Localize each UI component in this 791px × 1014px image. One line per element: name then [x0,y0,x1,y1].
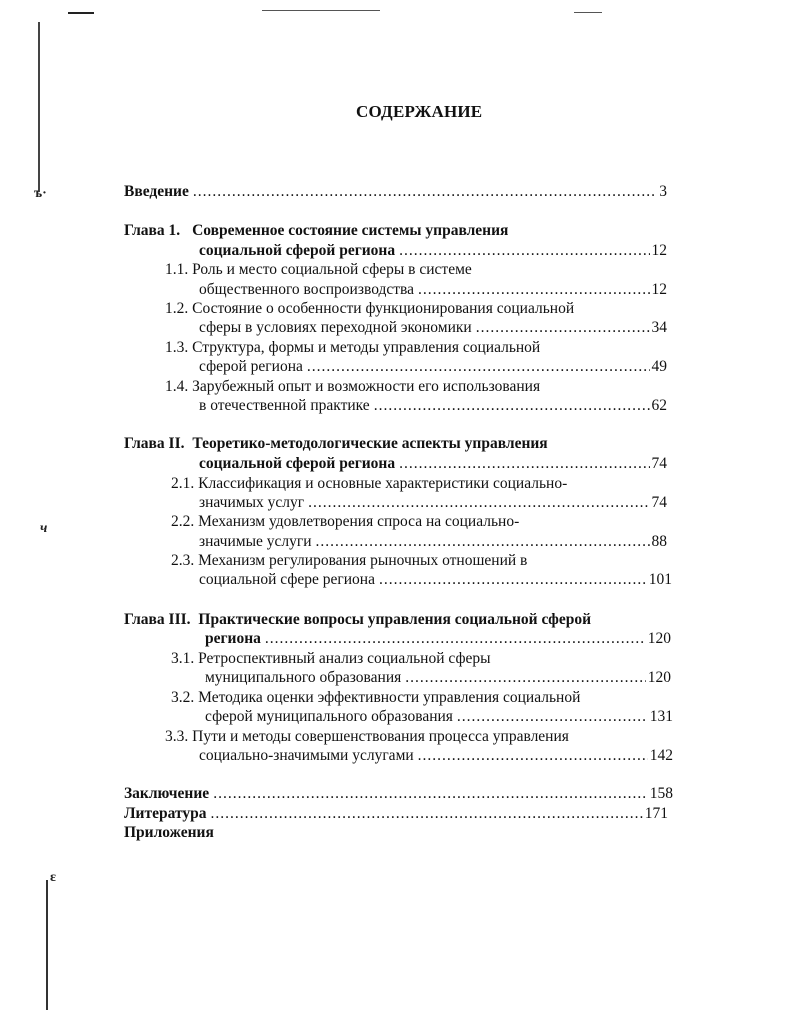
section-title-l1: Механизм регулирования рыночных отношений в [198,552,528,569]
margin-mark-2: ч [40,521,48,536]
chapter-2-title-l2: социальной сферой региона [199,455,396,472]
leader-dots [399,241,649,261]
chapter-3-heading [124,610,591,630]
margin-mark-1: ъ· [34,186,47,201]
section-num: 2.2. [171,513,195,530]
leader-dots [457,707,648,727]
section-title-l2: в отечественной практике [199,397,370,414]
section-1-2 [165,299,574,319]
section-2-3-line2 [199,570,672,590]
section-page: 88 [651,533,667,550]
toc-literature-page: 171 [644,805,668,822]
toc-conclusion-label: Заключение [124,785,210,802]
margin-mark-3: ɛ [50,870,56,885]
section-page: 34 [651,319,667,336]
scan-left-edge-bottom [46,880,48,1010]
section-page: 131 [649,708,673,725]
section-3-3-line2 [199,746,673,766]
section-page: 101 [648,571,672,588]
leader-dots [213,784,648,804]
chapter-3-title-line2 [205,629,671,649]
section-title-l2: сферой региона [199,358,303,375]
section-1-4 [165,377,540,397]
section-title-l1: Зарубежный опыт и возможности его использования [192,378,541,395]
toc-intro-label: Введение [124,183,189,200]
section-1-4-line2 [199,396,667,416]
scan-top-line-mid [262,10,380,11]
section-title-l1: Состояние о особенности функционирования социальной [192,300,575,317]
section-num: 1.4. [165,378,189,395]
section-title-l1: Механизм удовлетворения спроса на социально- [198,513,520,530]
section-num: 3.3. [165,728,189,745]
chapter-3-num: Глава III. [124,611,191,628]
chapter-1-heading [124,221,508,241]
section-title-l1: Методика оценки эффективности управления социальной [198,689,581,706]
leader-dots [374,396,650,416]
section-title-l2: социально-значимыми услугами [199,747,414,764]
toc-intro [124,182,667,202]
section-3-1 [171,649,491,669]
chapter-3-title-l1: Практические вопросы управления социальной сферой [198,611,592,628]
leader-dots [418,746,648,766]
section-3-2 [171,688,580,708]
leader-dots [193,182,657,202]
section-1-1-line2 [199,280,667,300]
leader-dots [307,357,650,377]
section-page: 62 [651,397,667,414]
page-title: СОДЕРЖАНИЕ [356,102,483,121]
section-title-l2: сферы в условиях переходной экономики [199,319,472,336]
leader-dots [265,629,646,649]
scan-left-edge-top [38,22,40,192]
section-2-1-line2 [199,493,667,513]
section-title-l2: муниципального образования [205,669,402,686]
section-title-l1: Пути и методы совершенствования процесса управления [192,728,569,745]
section-title-l1: Ретроспективный анализ социальной сферы [198,650,491,667]
section-3-2-line2 [205,707,673,727]
section-page: 74 [651,494,667,511]
chapter-1-page: 12 [651,242,667,259]
chapter-1-num: Глава 1. [124,222,181,239]
section-3-1-line2 [205,668,671,688]
leader-dots [405,668,645,688]
chapter-2-title-line2 [199,454,667,474]
chapter-2-num: Глава II. [124,435,185,452]
chapter-1-title-l1: Современное состояние системы управления [192,222,509,239]
section-2-2 [171,512,519,532]
toc-literature-label: Литература [124,805,207,822]
chapter-1-title-l2: социальной сферой региона [199,242,396,259]
chapter-2-page: 74 [651,455,667,472]
section-num: 3.2. [171,689,195,706]
leader-dots [379,570,647,590]
chapter-3-title-l2: региона [205,630,261,647]
section-1-3 [165,338,540,358]
toc-literature [124,804,668,824]
leader-dots [316,532,650,552]
chapter-2-title-l1: Теоретико-методологические аспекты управления [192,435,548,452]
section-num: 1.3. [165,339,189,356]
section-title-l1: Структура, формы и методы управления социальной [192,339,541,356]
leader-dots [399,454,649,474]
section-title-l2: сферой муниципального образования [205,708,453,725]
section-1-2-line2 [199,318,667,338]
scan-top-line-left [68,12,94,14]
section-1-1 [165,260,472,280]
toc-conclusion [124,784,673,804]
section-page: 120 [647,669,671,686]
section-title-l2: социальной сфере региона [199,571,375,588]
section-page: 49 [651,358,667,375]
chapter-3-page: 120 [647,630,671,647]
section-title-l1: Классификация и основные характеристики социально- [198,475,568,492]
leader-dots [418,280,649,300]
section-title-l2: значимые услуги [199,533,312,550]
section-title-l2: значимых услуг [199,494,305,511]
section-3-3 [165,727,569,747]
section-2-1 [171,474,567,494]
section-num: 2.3. [171,552,195,569]
leader-dots [210,804,642,824]
section-1-3-line2 [199,357,667,377]
section-num: 3.1. [171,650,195,667]
section-page: 12 [651,281,667,298]
section-2-3 [171,551,527,571]
leader-dots [476,318,650,338]
leader-dots [308,493,649,513]
chapter-1-title-line2 [199,241,667,261]
chapter-2-heading [124,434,548,454]
section-2-2-line2 [199,532,667,552]
section-num: 1.2. [165,300,189,317]
section-page: 142 [649,747,673,764]
scan-top-line-right [574,12,602,13]
section-num: 1.1. [165,261,189,278]
toc-conclusion-page: 158 [649,785,673,802]
toc-appendix: Приложения [124,824,214,841]
section-title-l2: общественного воспроизводства [199,281,415,298]
section-title-l1: Роль и место социальной сферы в системе [192,261,472,278]
toc-intro-page: 3 [659,183,667,200]
section-num: 2.1. [171,475,195,492]
